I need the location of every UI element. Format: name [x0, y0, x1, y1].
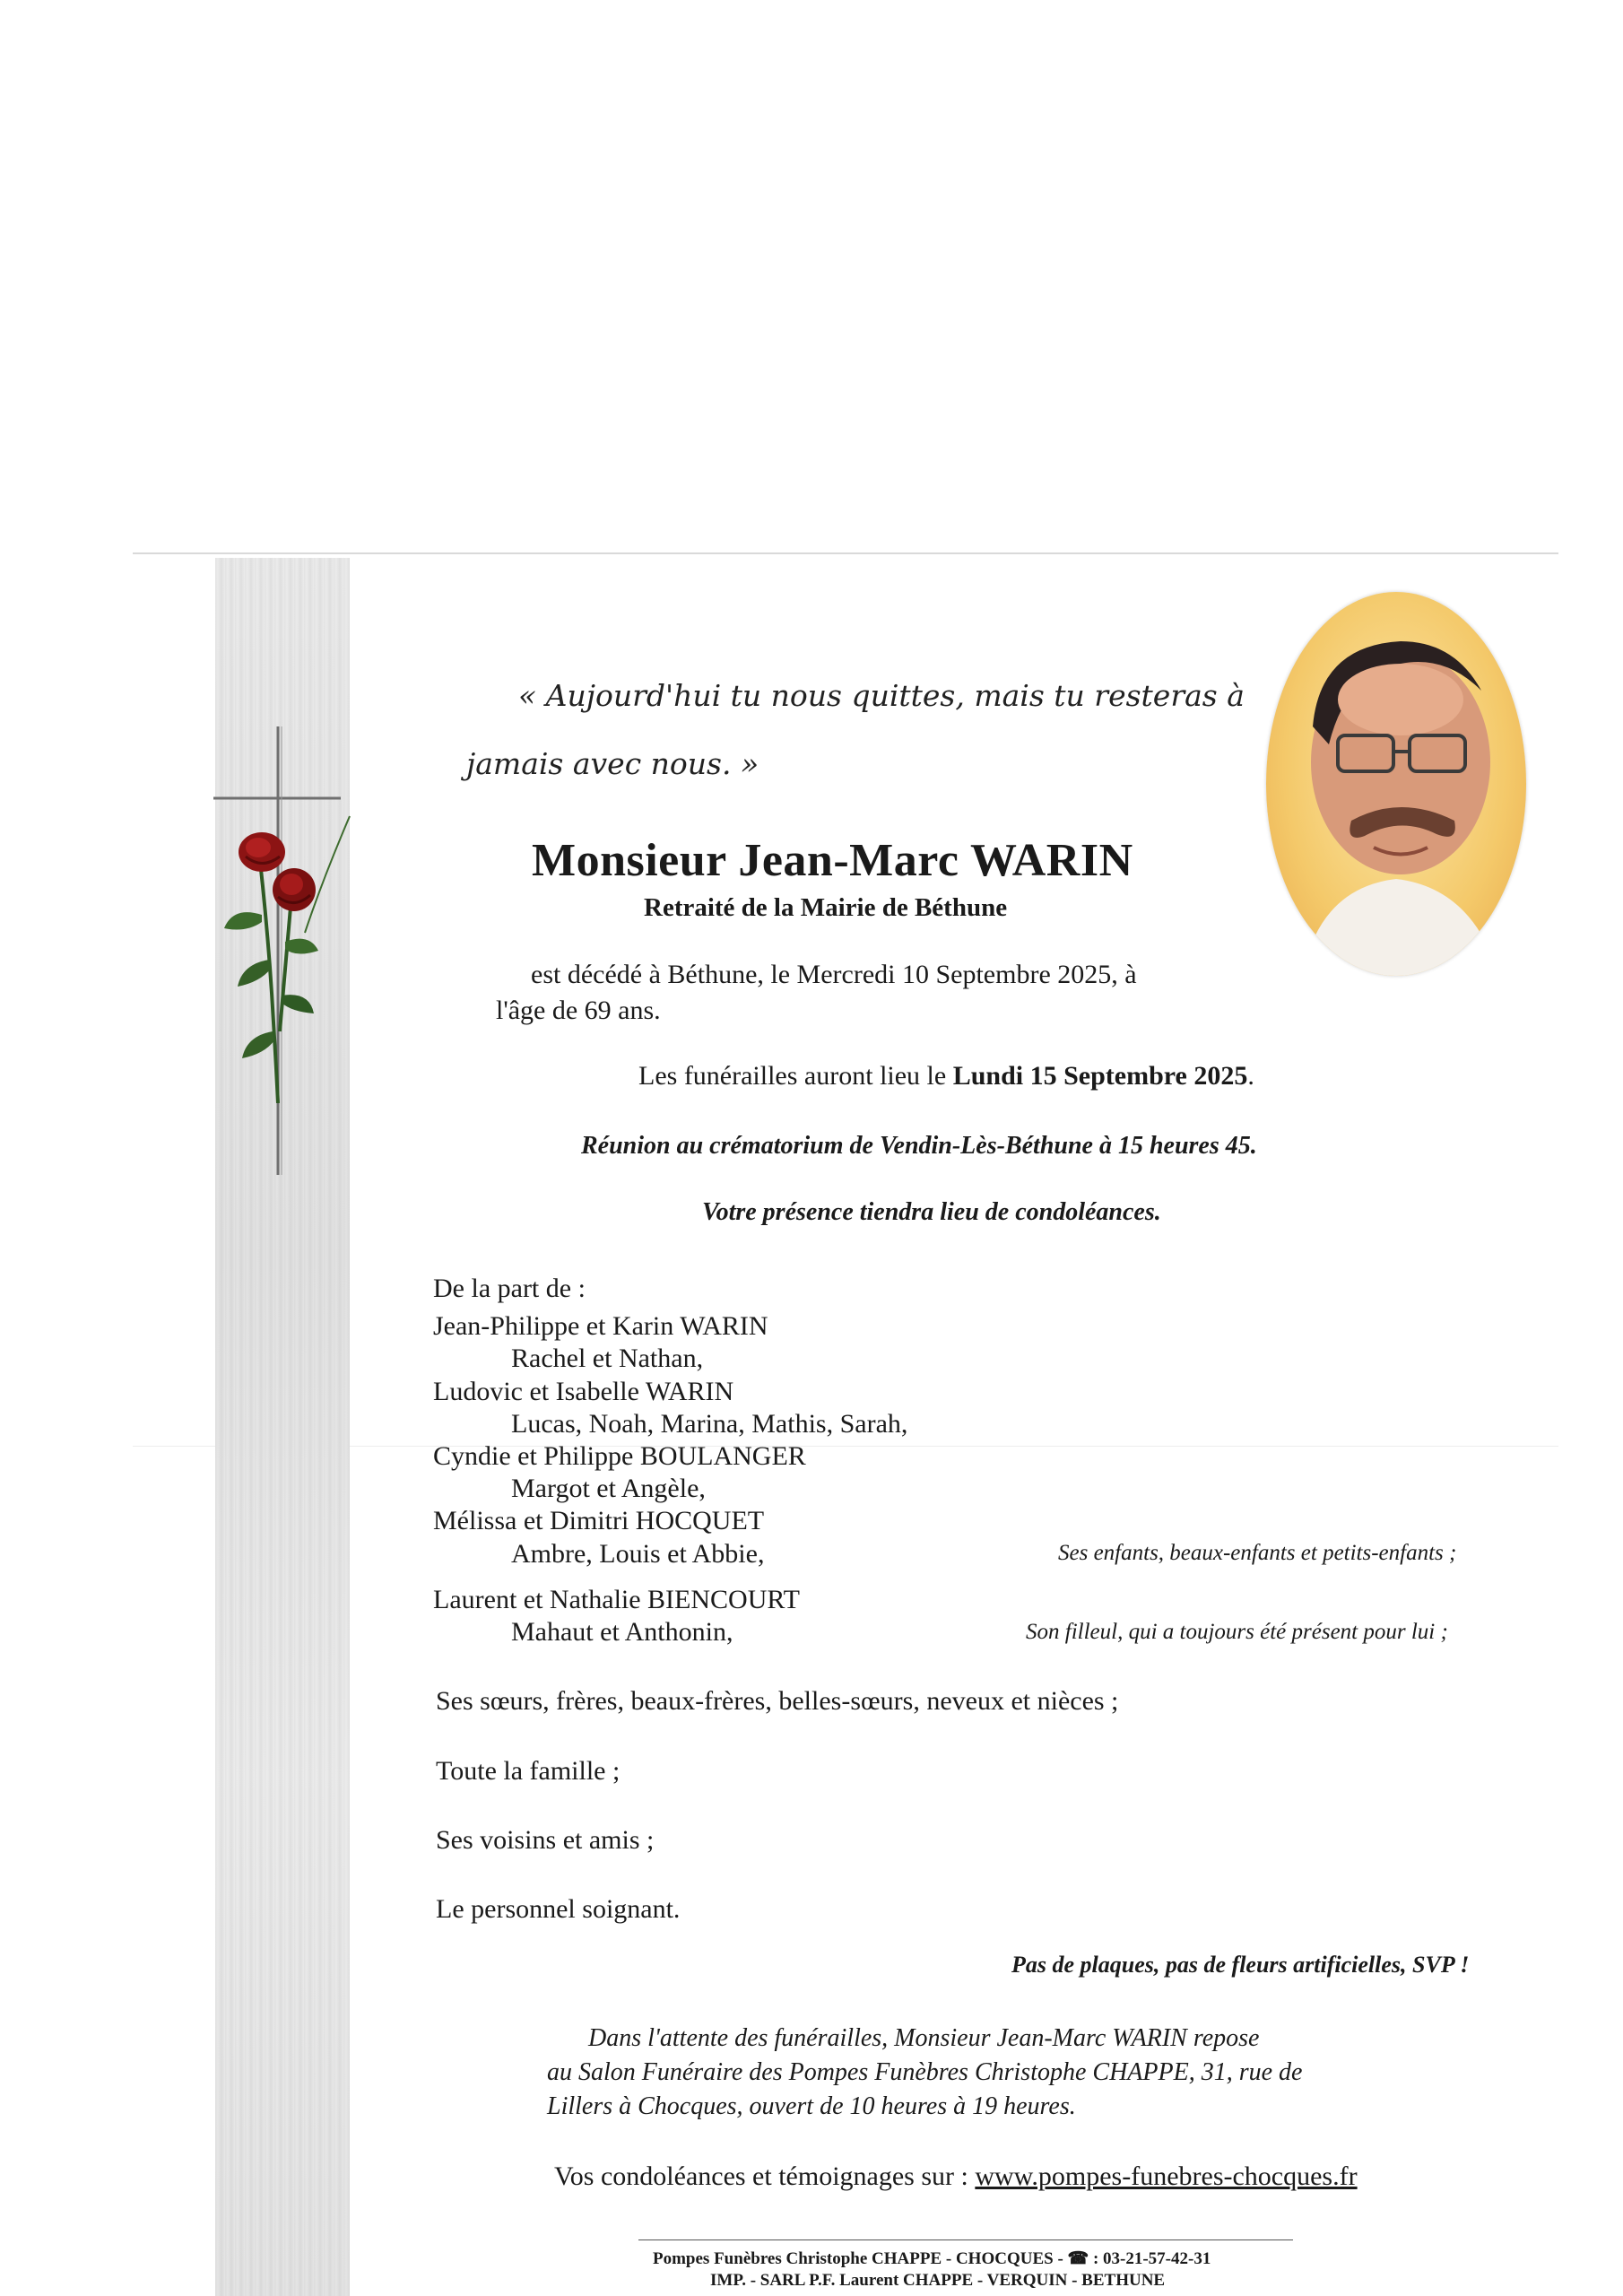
- repose-line-3: Lillers à Chocques, ouvert de 10 heures à 19 heures.: [547, 2092, 1076, 2120]
- footer-company: Pompes Funèbres Christophe CHAPPE - CHOCQUES -: [653, 2249, 1068, 2268]
- family-line: Jean-Philippe et Karin WARIN: [433, 1311, 768, 1341]
- deceased-title: Retraité de la Mairie de Béthune: [644, 893, 1008, 922]
- condolences-line: [554, 2161, 1358, 2192]
- neighbors-line: Ses voisins et amis ;: [436, 1825, 655, 1855]
- family-all-line: Toute la famille ;: [436, 1756, 621, 1786]
- sheet-edge: [133, 552, 1558, 554]
- funeral-line: [638, 1061, 1254, 1091]
- family-line: Cyndie et Philippe BOULANGER: [433, 1441, 806, 1471]
- website-link[interactable]: www.pompes-funebres-chocques.fr: [975, 2161, 1358, 2191]
- funeral-date: Lundi 15 Septembre 2025: [952, 1061, 1248, 1091]
- reunion-line: Réunion au crématorium de Vendin-Lès-Béthune à 15 heures 45.: [581, 1132, 1257, 1160]
- family-intro: De la part de :: [433, 1274, 586, 1303]
- repose-line-1: Dans l'attente des funérailles, Monsieur Jean-Marc WARIN repose: [588, 2024, 1260, 2052]
- funeral-prefix: Les funérailles auront lieu le: [638, 1061, 947, 1091]
- family-line: Mahaut et Anthonin,: [511, 1617, 733, 1647]
- no-flowers-notice: Pas de plaques, pas de fleurs artificielles, SVP !: [1011, 1952, 1470, 1978]
- note-godson: Son filleul, qui a toujours été présent pour lui ;: [1026, 1620, 1448, 1644]
- quote-line-1: « Aujourd'hui tu nous quittes, mais tu resteras à: [518, 678, 1245, 713]
- family-line: Laurent et Nathalie BIENCOURT: [433, 1585, 800, 1614]
- death-line-1: est décédé à Béthune, le Mercredi 10 Septembre 2025, à: [531, 960, 1137, 989]
- footer-phone: : 03-21-57-42-31: [1089, 2249, 1211, 2268]
- family-line: Lucas, Noah, Marina, Mathis, Sarah,: [511, 1409, 908, 1439]
- quote-line-2: jamais avec nous. »: [466, 746, 759, 781]
- footer-line-1: [653, 2248, 1211, 2269]
- portrait-illustration: [1266, 592, 1526, 976]
- footer-rule: [638, 2239, 1293, 2240]
- phone-icon: ☎: [1067, 2249, 1089, 2268]
- family-line: Ambre, Louis et Abbie,: [511, 1539, 765, 1569]
- note-children: Ses enfants, beaux-enfants et petits-enfants ;: [1058, 1541, 1457, 1565]
- condolences-prefix: Vos condoléances et témoignages sur :: [554, 2161, 968, 2191]
- portrait-photo: [1266, 592, 1526, 976]
- siblings-line: Ses sœurs, frères, beaux-frères, belles-sœurs, neveux et nièces ;: [436, 1686, 1119, 1716]
- footer-line-2: IMP. - SARL P.F. Laurent CHAPPE - VERQUIN - BETHUNE: [710, 2271, 1166, 2290]
- staff-line: Le personnel soignant.: [436, 1894, 681, 1924]
- family-line: Ludovic et Isabelle WARIN: [433, 1377, 734, 1406]
- death-line-2: l'âge de 69 ans.: [496, 996, 661, 1025]
- family-line: Margot et Angèle,: [511, 1474, 706, 1503]
- family-line: Rachel et Nathan,: [511, 1344, 704, 1373]
- family-line: Mélissa et Dimitri HOCQUET: [433, 1506, 765, 1535]
- funeral-suffix: .: [1247, 1061, 1254, 1091]
- repose-line-2: au Salon Funéraire des Pompes Funèbres Christophe CHAPPE, 31, rue de: [547, 2058, 1303, 2086]
- roses-image: [206, 807, 377, 1103]
- presence-line: Votre présence tiendra lieu de condoléances.: [702, 1198, 1161, 1226]
- deceased-name: Monsieur Jean-Marc WARIN: [532, 835, 1133, 886]
